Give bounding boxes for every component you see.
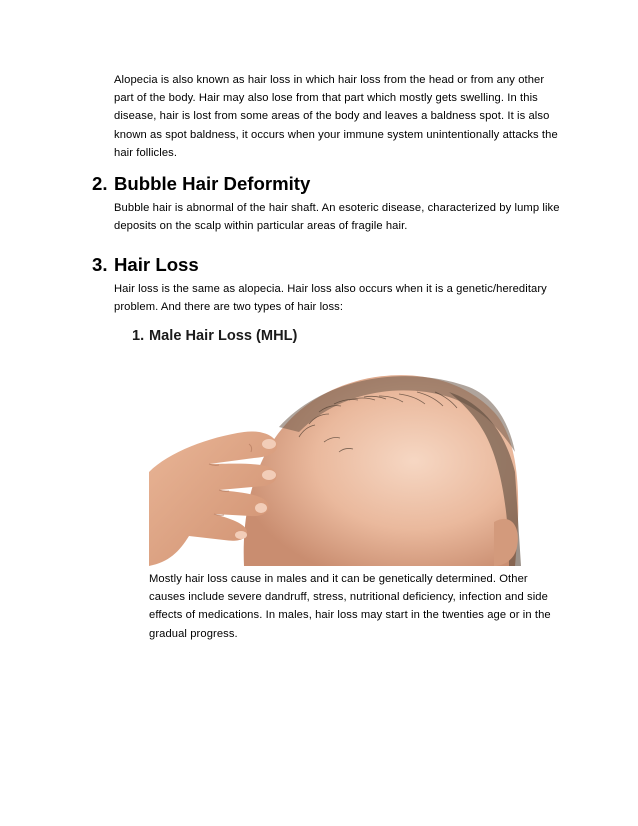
text-line: Bubble hair is abnormal of the hair shaft. An esoteric disease, characterized by lump like [114,202,560,214]
text-line: hair follicles. [114,146,178,159]
text-line: effects of medications. In males, hair loss may start in the twenties age or in the [149,609,551,622]
text-line: causes include severe dandruff, stress, nutritional deficiency, infection and side [149,591,548,604]
balding-head-illustration [149,352,521,566]
text-line: Mostly hair loss cause in males and it can be genetically determined. Other [149,573,528,585]
hair-loss-heading [92,254,199,276]
text-line: problem. And there are two types of hair loss: [114,301,344,314]
subheading-number: 1. [132,328,145,344]
male-hair-loss-paragraph [149,570,569,643]
text-line: part of the body. Hair may also lose from that part which mostly gets swelling. In this [114,92,538,105]
text-line: known as spot baldness, it occurs when your immune system unintentionally attacks the [114,128,558,141]
heading-title: Bubble Hair Deformity [114,173,311,194]
alopecia-paragraph [114,71,574,162]
balding-man-photo [149,352,521,566]
bubble-hair-heading [92,173,310,195]
text-line: deposits on the scalp within particular areas of fragile hair. [114,220,408,233]
hair-loss-paragraph [114,280,574,316]
text-line: gradual progress. [149,627,238,640]
heading-title: Hair Loss [114,254,199,275]
bubble-hair-paragraph [114,199,574,235]
heading-number: 3. [92,254,108,275]
text-line: Alopecia is also known as hair loss in which hair loss from the head or from any other [114,74,545,86]
text-line: Hair loss is the same as alopecia. Hair loss also occurs when it is a genetic/hereditary [114,283,547,295]
male-hair-loss-subheading [132,327,297,345]
heading-number: 2. [92,173,108,194]
subheading-title: Male Hair Loss (MHL) [149,328,298,344]
text-line: disease, hair is lost from some areas of the body and leaves a baldness spot. It is also [114,110,550,123]
